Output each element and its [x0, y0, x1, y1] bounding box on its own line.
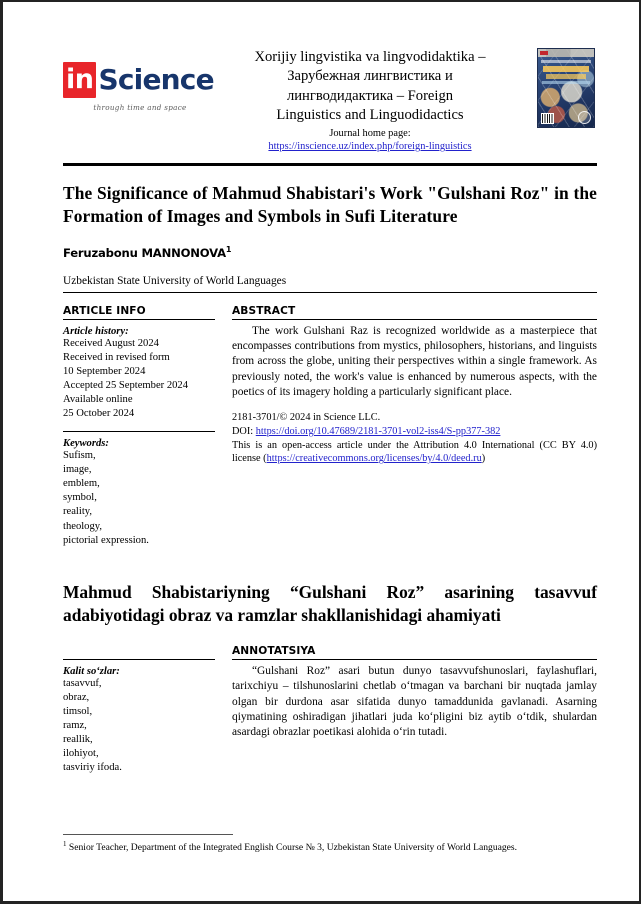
license-block	[232, 411, 597, 465]
annotation-keyword-item: ilohiyot,	[63, 748, 99, 760]
footnote-block	[63, 834, 595, 855]
abstract-heading: ABSTRACT	[232, 304, 296, 317]
author-name	[63, 245, 597, 260]
logo-tagline: through time and space	[93, 103, 187, 112]
annotation-keyword-item: tasviriy ifoda.	[63, 762, 122, 774]
journal-title-line-3: лингводидактика – Foreign	[286, 87, 454, 104]
cover-text-line-3	[546, 74, 586, 79]
keyword-item: pictorial expression.	[63, 534, 149, 546]
footnote-text	[63, 840, 595, 855]
page-sheet	[3, 2, 639, 901]
keywords-divider	[63, 431, 215, 432]
annotation-keyword-item: ramz,	[63, 720, 87, 732]
cover-barcode-icon	[541, 113, 554, 124]
annotation-heading: ANNOTATSIYA	[232, 644, 316, 657]
article-history-line: Received August 2024	[63, 337, 159, 349]
annotation-grid	[63, 645, 597, 776]
cover-red-mark	[540, 51, 548, 55]
journal-title-line-2: Зарубежная лингвистика и	[287, 68, 453, 85]
article-history-line: Received in revised form	[63, 351, 170, 363]
keywords-block-english	[63, 431, 215, 548]
inscience-logo	[63, 48, 214, 112]
keywords-label: Keywords:	[63, 438, 109, 450]
open-access-statement	[232, 439, 597, 466]
article-history-line: Accepted 25 September 2024	[63, 379, 189, 391]
journal-title-line-1: Xorijiy lingvistika va lingvodidaktika –	[254, 49, 486, 65]
author-affiliation: Uzbekistan State University of World Languages	[63, 274, 287, 287]
header-divider	[63, 163, 597, 166]
annotation-keyword-item: reallik,	[63, 734, 93, 746]
journal-masthead	[63, 48, 597, 154]
open-access-text-end: )	[481, 453, 486, 465]
logo-wordmark	[63, 62, 214, 98]
annotation-keyword-item: tasavvuf,	[63, 677, 102, 689]
footnote-divider	[63, 834, 233, 835]
keyword-item: emblem,	[63, 478, 100, 490]
keyword-item: reality,	[63, 506, 93, 518]
abstract-body: The work Gulshani Raz is recognized worldwide as a masterpiece that encompasses contributions from mystics, philosophers, historians, and linguists from across the globe, uniting their perspectives within a single framework. As previously noted, the work's value is enhanced by numerous aspects, with the poetics of its imagery holding a particularly significant place.	[232, 324, 597, 398]
logo-science-text: Science	[98, 63, 214, 96]
journal-title-line-4: Linguistics and Linguodidactics	[276, 106, 464, 123]
journal-home-label: Journal home page:	[329, 128, 411, 139]
keyword-item: theology,	[63, 520, 103, 532]
journal-home-link[interactable]: https://inscience.uz/index.php/foreign-linguistics	[268, 141, 472, 152]
issn-copyright-line: 2181-3701/© 2024 in Science LLC.	[232, 412, 381, 424]
cover-text-line-2	[543, 66, 589, 72]
article-info-heading: ARTICLE INFO	[63, 304, 146, 317]
footnote-marker: 1	[63, 840, 67, 849]
keyword-item: Sufism,	[63, 450, 96, 462]
footnote-body: Senior Teacher, Department of the Integrated English Course № 3, Uzbekistan State University of World Languages.	[66, 842, 518, 854]
annotation-heading-rule	[232, 659, 597, 660]
article-info-heading-rule	[63, 319, 215, 320]
doi-line	[232, 425, 597, 439]
creative-commons-link[interactable]: https://creativecommons.org/licenses/by/4.0/deed.ru	[266, 453, 482, 465]
journal-title-block	[211, 48, 529, 154]
author-name-text: Feruzabonu MANNONOVA	[63, 245, 226, 260]
abstract-column	[231, 305, 597, 548]
cover-text-line-1	[541, 60, 591, 63]
article-info-abstract-grid	[63, 305, 597, 548]
cover-text-line-4	[542, 81, 590, 84]
affiliation-divider	[63, 292, 597, 293]
annotation-keyword-item: obraz,	[63, 692, 90, 704]
open-access-text: This is an open-access article under the Attribution 4.0 International (CC BY 4.0) license (	[232, 439, 597, 465]
article-history-line: 10 September 2024	[63, 365, 146, 377]
annotation-keywords-spacer	[63, 645, 215, 659]
annotation-column	[231, 645, 597, 776]
doi-label: DOI:	[232, 426, 254, 438]
cover-seal-icon	[578, 111, 591, 124]
annotation-keywords-divider	[63, 659, 215, 660]
logo-in-badge: in	[63, 62, 96, 98]
annotation-body: “Gulshani Roz” asari butun dunyo tasavvufshunoslari, faylashuflari, tarixchiyu – tilshunoslarini chetlab o‘tmagan va barchani bir nuqtada jamlay olgan bir durdona asar sifatida dunyo tamaddunida gavlanadi. Asarning qiymatining oshiradigan jihatlari juda ko‘pligini biz aytib o‘tdik, shulardan asardagi obrazlar poetikasi alohida o‘rin tutadi.	[232, 664, 597, 739]
journal-cover-image	[537, 48, 595, 128]
article-history-line: 25 October 2024	[63, 408, 135, 420]
article-history-label: Article history:	[63, 325, 129, 337]
keyword-item: image,	[63, 464, 92, 476]
annotation-keywords-column	[63, 645, 231, 776]
page-title-english: The Significance of Mahmud Shabistari's Work "Gulshani Roz" in the Formation of Images and Symbols in Sufi Literature	[63, 182, 597, 226]
annotation-keyword-item: timsol,	[63, 706, 93, 718]
page-title-uzbek: Mahmud Shabistariyning “Gulshani Roz” asarining tasavvuf adabiyotidagi obraz va ramzlar shakllanishidagi ahamiyati	[63, 581, 597, 625]
doi-link[interactable]: https://doi.org/10.47689/2181-3701-vol2-iss4/S-pp377-382	[255, 426, 501, 438]
article-history-line: Available online	[63, 393, 133, 405]
annotation-keywords-label: Kalit so‘zlar:	[63, 665, 120, 677]
author-footnote-marker: 1	[225, 244, 232, 254]
article-info-column	[63, 305, 231, 548]
keyword-item: symbol,	[63, 492, 97, 504]
abstract-heading-rule	[232, 319, 597, 320]
